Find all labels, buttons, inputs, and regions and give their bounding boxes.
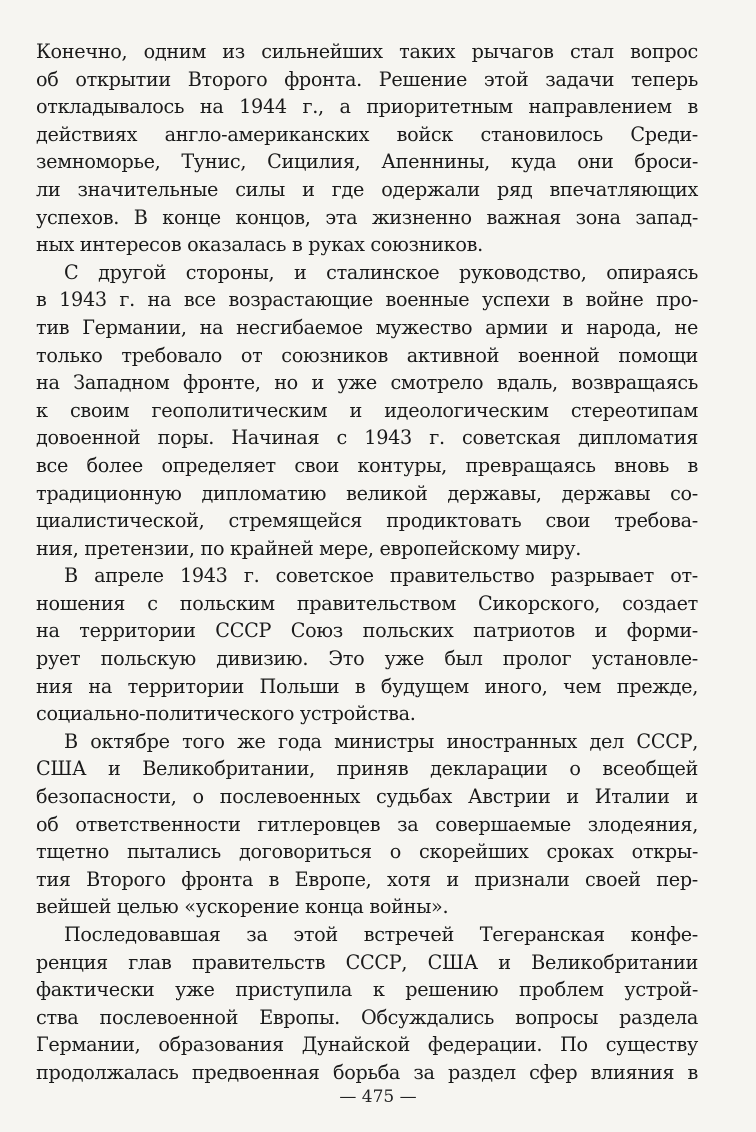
text-line: Конечно, одним из сильнейших таких рычагов стал вопрос — [36, 40, 698, 63]
text-line: тив Германии, на несгибаемое мужество армии и народа, не — [36, 315, 698, 339]
text-line: циалистической, стремящейся продиктовать свои требова- — [36, 509, 698, 533]
text-line: В апреле 1943 г. советское правительство разрывает от- — [64, 564, 698, 588]
text-line: в 1943 г. на все возрастающие военные успехи в войне про- — [36, 288, 698, 312]
text-line: В октябре того же года министры иностранных дел СССР, — [64, 729, 698, 753]
text-line: действиях англо-американских войск становилось Среди- — [36, 122, 698, 146]
text-line: рует польскую дивизию. Это уже был пролог установле- — [36, 647, 698, 671]
text-line: успехов. В конце концов, эта жизненно важная зона запад- — [36, 205, 698, 229]
text-line: вейшей целью «ускорение конца войны». — [36, 895, 449, 919]
text-line: ношения с польским правительством Сикорского, создает — [36, 591, 698, 615]
text-line: США и Великобритании, приняв декларации о всеобщей — [36, 757, 698, 781]
text-line: социально-политического устройства. — [36, 702, 416, 726]
text-line: тщетно пытались договориться о скорейших сроках откры- — [36, 840, 698, 864]
text-line: ния на территории Польши в будущем иного, чем прежде, — [36, 674, 698, 698]
text-line: довоенной поры. Начиная с 1943 г. советская дипломатия — [36, 426, 698, 450]
text-line: Германии, образования Дунайской федерации. По существу — [36, 1033, 698, 1057]
paragraph — [36, 728, 698, 921]
text-line: об открытии Второго фронта. Решение этой задачи теперь — [36, 67, 698, 91]
text-line: ства послевоенной Европы. Обсуждались вопросы раздела — [36, 1005, 698, 1029]
text-line: С другой стороны, и сталинское руководство, опираясь — [64, 260, 698, 284]
paragraph — [36, 38, 698, 259]
text-line: земноморье, Тунис, Сицилия, Апеннины, куда они броси- — [36, 150, 698, 174]
paragraph — [36, 259, 698, 563]
text-line: безопасности, о послевоенных судьбах Австрии и Италии и — [36, 785, 698, 809]
paragraph — [36, 921, 698, 1087]
text-line: на Западном фронте, но и уже смотрело вдаль, возвращаясь — [36, 371, 698, 395]
text-line: ных интересов оказалась в руках союзников. — [36, 233, 483, 257]
text-line: ния, претензии, по крайней мере, европейскому миру. — [36, 536, 582, 560]
text-line: только требовало от союзников активной военной помощи — [36, 343, 698, 367]
text-line: откладывалось на 1944 г., а приоритетным направлением в — [36, 95, 698, 119]
text-line: ли значительные силы и где одержали ряд впечатляющих — [36, 177, 698, 201]
text-line: продолжалась предвоенная борьба за раздел сфер влияния в — [36, 1060, 698, 1084]
body-text — [36, 38, 698, 1087]
page-number: — 475 — — [339, 1087, 417, 1107]
text-line: фактически уже приступила к решению проблем устрой- — [36, 978, 698, 1002]
text-line: Последовавшая за этой встречей Тегеранская конфе- — [64, 923, 698, 946]
text-line: к своим геополитическим и идеологическим стереотипам — [36, 398, 698, 422]
paragraph — [36, 562, 698, 728]
text-line: все более определяет свои контуры, превращаясь вновь в — [36, 453, 698, 477]
text-line: традиционную дипломатию великой державы, державы со- — [36, 481, 698, 505]
text-line: об ответственности гитлеровцев за совершаемые злодеяния, — [36, 812, 698, 836]
text-line: тия Второго фронта в Европе, хотя и признали своей пер- — [36, 867, 698, 891]
text-line: на территории СССР Союз польских патриотов и форми- — [36, 619, 698, 643]
text-line: ренция глав правительств СССР, США и Великобритании — [36, 950, 698, 974]
